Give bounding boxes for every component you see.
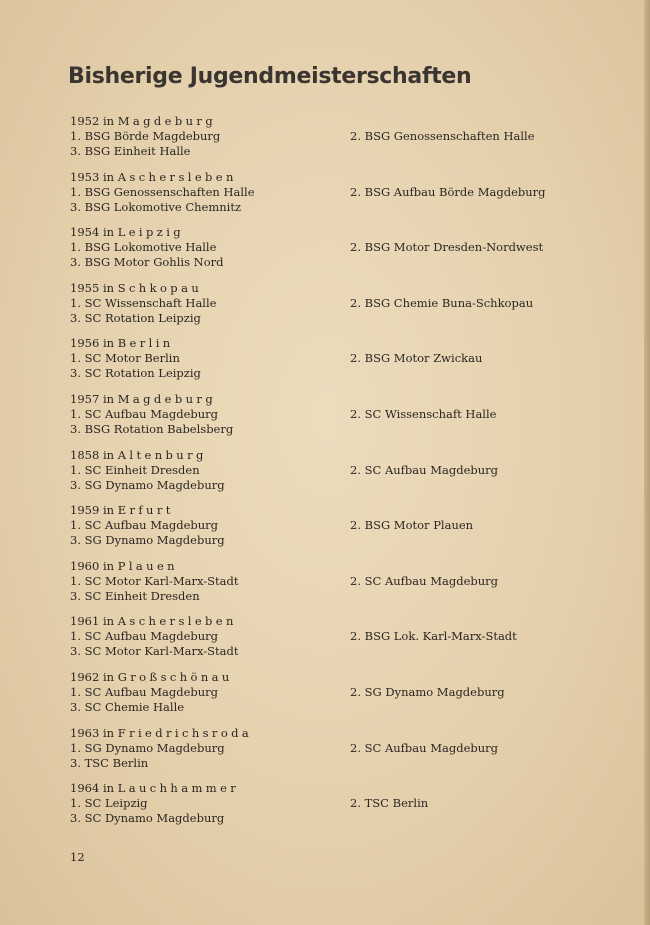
entry-heading — [70, 503, 590, 518]
entry-heading — [70, 448, 590, 463]
third-place: 3. SC Dynamo Magdeburg — [70, 811, 225, 826]
entry-results — [70, 741, 590, 771]
entry-heading — [70, 281, 590, 296]
championship-entry — [70, 559, 590, 604]
third-place: 3. BSG Lokomotive Chemnitz — [70, 199, 242, 214]
entry-in: in — [102, 503, 115, 518]
championship-entry — [70, 392, 590, 437]
entry-in: in — [102, 614, 115, 629]
second-place: 2. BSG Lok. Karl-Marx-Stadt — [350, 629, 517, 644]
entry-heading — [70, 614, 590, 629]
entry-year: 1963 — [70, 725, 100, 740]
entry-results — [70, 407, 590, 437]
third-place: 3. SC Rotation Leipzig — [70, 310, 201, 325]
second-place: 2. BSG Chemie Buna-Schkopau — [350, 295, 534, 310]
entry-results — [70, 796, 590, 826]
championship-entry — [70, 281, 590, 326]
entry-in: in — [102, 447, 115, 462]
entry-city: Berlin — [117, 336, 174, 351]
first-place: 1. SC Aufbau Magdeburg — [70, 685, 218, 699]
first-place: 1. SG Dynamo Magdeburg — [70, 740, 225, 755]
third-place: 3. BSG Motor Gohlis Nord — [70, 255, 224, 270]
entry-results — [70, 574, 590, 604]
entry-results — [70, 351, 590, 381]
entry-in: in — [102, 114, 115, 128]
entry-in: in — [102, 225, 115, 240]
first-place: 1. SC Motor Berlin — [70, 351, 180, 366]
entry-results — [70, 129, 590, 159]
entry-city: Plauen — [117, 558, 178, 573]
entry-city: Großschönau — [117, 670, 233, 684]
third-place: 3. SC Chemie Halle — [70, 700, 185, 714]
third-place: 3. SG Dynamo Magdeburg — [70, 477, 225, 492]
entry-heading — [70, 225, 590, 240]
page-number: 12 — [70, 850, 85, 864]
entry-heading — [70, 336, 590, 351]
entry-city: Altenburg — [117, 447, 207, 462]
championship-entry — [70, 114, 590, 159]
entry-in: in — [102, 336, 115, 351]
entry-in: in — [102, 725, 115, 740]
second-place: 2. BSG Motor Dresden-Nordwest — [350, 240, 544, 255]
championship-entry — [70, 503, 590, 548]
entry-year: 1964 — [70, 781, 100, 796]
entry-city: Aschersleben — [117, 169, 237, 184]
first-place: 1. BSG Börde Magdeburg — [70, 129, 221, 143]
entry-year: 1957 — [70, 392, 100, 406]
second-place: 2. BSG Motor Zwickau — [350, 351, 483, 366]
entry-heading — [70, 114, 590, 129]
second-place: 2. SC Aufbau Magdeburg — [350, 573, 498, 588]
entry-year: 1952 — [70, 114, 100, 128]
page-edge — [644, 0, 650, 925]
championship-entry — [70, 448, 590, 493]
entry-heading — [70, 670, 590, 685]
entry-heading — [70, 392, 590, 407]
third-place: 3. SG Dynamo Magdeburg — [70, 533, 225, 548]
entry-heading — [70, 781, 590, 796]
entry-heading — [70, 170, 590, 185]
entry-year: 1956 — [70, 336, 100, 351]
entry-city: Lauchhammer — [117, 781, 240, 796]
first-place: 1. SC Motor Karl-Marx-Stadt — [70, 573, 239, 588]
entry-city: Erfurt — [117, 503, 174, 518]
entry-year: 1959 — [70, 503, 100, 518]
entry-city: Leipzig — [117, 225, 185, 240]
first-place: 1. SC Aufbau Magdeburg — [70, 629, 218, 644]
entry-results — [70, 296, 590, 326]
entry-city: Friedrichsroda — [117, 725, 253, 740]
entry-city: Magdeburg — [117, 114, 217, 128]
entry-in: in — [102, 558, 115, 573]
third-place: 3. SC Rotation Leipzig — [70, 366, 201, 381]
third-place: 3. TSC Berlin — [70, 755, 149, 770]
entry-in: in — [102, 781, 115, 796]
entry-results — [70, 629, 590, 659]
entry-year: 1961 — [70, 614, 100, 629]
entry-results — [70, 518, 590, 548]
third-place: 3. BSG Rotation Babelsberg — [70, 422, 234, 436]
entry-year: 1954 — [70, 225, 100, 240]
entry-results — [70, 240, 590, 270]
championship-entry — [70, 170, 590, 215]
second-place: 2. SG Dynamo Magdeburg — [350, 685, 505, 699]
first-place: 1. BSG Genossenschaften Halle — [70, 184, 255, 199]
entry-heading — [70, 726, 590, 741]
entry-in: in — [102, 670, 115, 684]
entry-results — [70, 463, 590, 493]
third-place: 3. BSG Einheit Halle — [70, 144, 191, 158]
second-place: 2. BSG Genossenschaften Halle — [350, 129, 535, 143]
first-place: 1. SC Aufbau Magdeburg — [70, 518, 218, 533]
championship-entry — [70, 225, 590, 270]
second-place: 2. SC Wissenschaft Halle — [350, 407, 497, 421]
championship-entry — [70, 726, 590, 771]
entry-year: 1960 — [70, 558, 100, 573]
second-place: 2. SC Aufbau Magdeburg — [350, 462, 498, 477]
entry-in: in — [102, 169, 115, 184]
entry-in: in — [102, 392, 115, 406]
first-place: 1. SC Leipzig — [70, 796, 148, 811]
second-place: 2. BSG Motor Plauen — [350, 518, 474, 533]
second-place: 2. BSG Aufbau Börde Magdeburg — [350, 184, 546, 199]
entry-city: Schkopau — [117, 280, 203, 295]
entry-in: in — [102, 280, 115, 295]
second-place: 2. TSC Berlin — [350, 796, 429, 811]
entry-year: 1858 — [70, 447, 100, 462]
entry-year: 1962 — [70, 670, 100, 684]
championship-entry — [70, 670, 590, 715]
entry-city: Aschersleben — [117, 614, 237, 629]
championship-entry — [70, 781, 590, 826]
third-place: 3. SC Einheit Dresden — [70, 588, 200, 603]
first-place: 1. SC Aufbau Magdeburg — [70, 407, 218, 421]
entry-heading — [70, 559, 590, 574]
entry-results — [70, 185, 590, 215]
entry-results — [70, 685, 590, 715]
entry-year: 1955 — [70, 280, 100, 295]
page-title: Bisherige Jugendmeisterschaften — [68, 64, 472, 89]
first-place: 1. SC Wissenschaft Halle — [70, 295, 217, 310]
entry-city: Magdeburg — [117, 392, 217, 406]
third-place: 3. SC Motor Karl-Marx-Stadt — [70, 644, 239, 659]
first-place: 1. BSG Lokomotive Halle — [70, 240, 217, 255]
first-place: 1. SC Einheit Dresden — [70, 462, 200, 477]
championship-entry — [70, 336, 590, 381]
championship-entry — [70, 614, 590, 659]
entry-year: 1953 — [70, 169, 100, 184]
second-place: 2. SC Aufbau Magdeburg — [350, 740, 498, 755]
